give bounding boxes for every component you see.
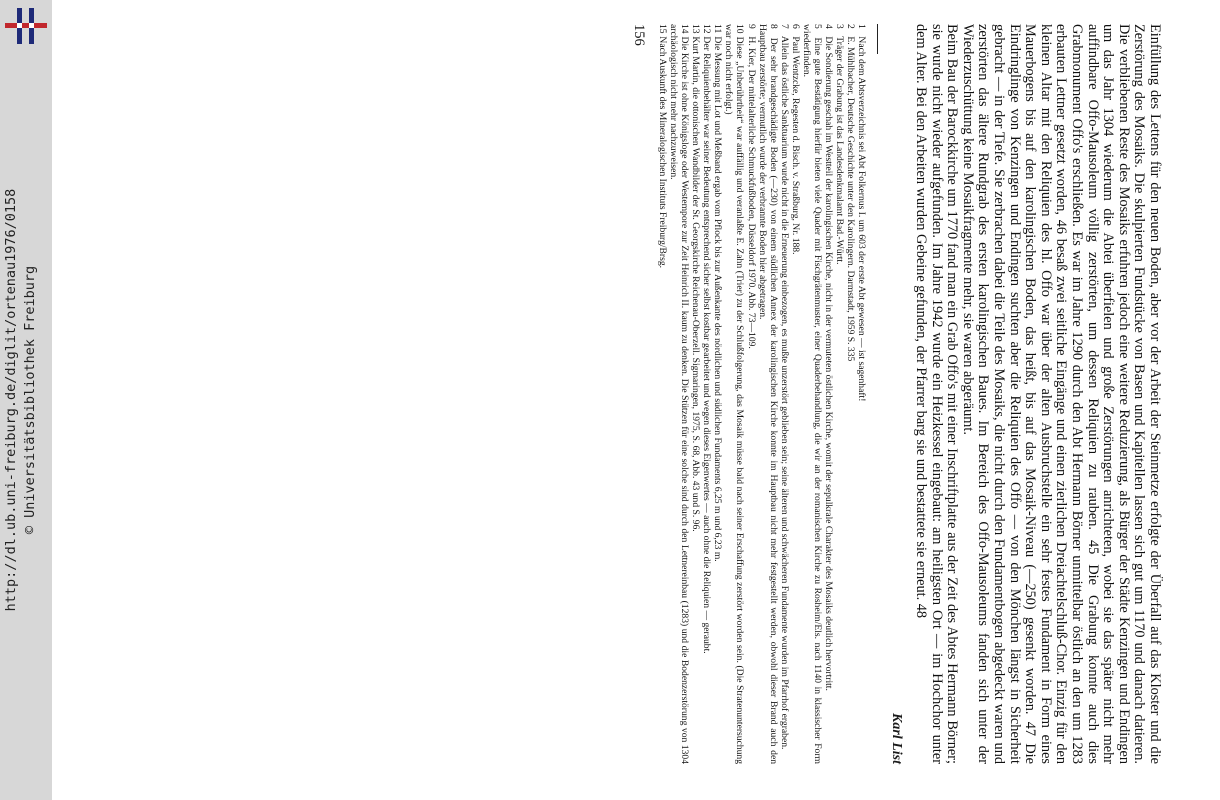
footnote: 4 Die Sondierung geschah im Westteil der karolingischen Kirche, nicht in der vermuteten östlichen Kirche, womit der sepulkrale Charakter des Mosaiks deutlich hervortritt. [823, 24, 835, 691]
footnote: 10 Diese „Unberührtheit“ war auffällig und veranlaßte E. Zahn (Trier) zu der Schlußfolgerung, das Mosaik müsse bald nach seiner Erschaffung zerstört worden sein. (Die Stratenuntersuchung war noch nicht erfolgt.) [723, 24, 746, 764]
footnote: 11 Die Messung mit Lot und Meßband ergab vom Pflock bis zur Außenkante des nördlichen und südlichen Fundaments 6,25 m und 6,23 m. [712, 24, 724, 562]
paragraph-2: Beim Bau der Barockkirche um 1770 fand man ein Grab Offo's mit einer Inschriftplatte aus der Zeit des Abtes Hermann Börner; sie wurde nicht wieder aufgefunden. Im Jahre 1942 wurde ein Heizkessel eingebaut: am heiligsten Ort — im Hochchor unter dem Alter. Bei den Arbeiten wurden Gebeine gefunden, der Pfarrer barg sie und bestattete sie erneut. 48 [913, 24, 961, 764]
footnote: 7 Allein das östliche Sanktuarium wurde nicht in die Erneuerung einbezogen, es mußte unzerstört geblieben sein; seine älteren und schwächeren Fundamente wurden im Pfarrhof ergraben. [778, 24, 790, 750]
sidebar-caption [2, 0, 48, 800]
footnote: 15 Nach Auskunft des Mineralogischen Instituts Freiburg/Brsg. [656, 24, 668, 269]
page-content-rotated [202, 24, 1162, 764]
footnote: 13 Kurt Martin, die ottonischen Wandbilder der St. Georgskirche Reichenau-Oberzell. Sigmaringen, 1975, S. 68, Abb. 43 und S. 96. [690, 24, 702, 532]
footnote: 12 Der Reliquienbehälter war seiner Bedeutung entsprechend sicher selbst kostbar gearbeitet und wegen dieses Eigenwertes — auch ohne die Reliquien — geraubt. [701, 24, 713, 654]
footnote: 6 Paul Wentzcke, Regesten d. Bisch. v. Straßburg, Nr. 188. [789, 24, 801, 255]
footnotes [657, 24, 868, 764]
footnote: 1 Nach dem Abtsverzeichnis sei Abt Folkernus I. um 603 der erste Abt gewesen — ist sagenhaft! [856, 24, 868, 402]
page-number: 156 [630, 24, 647, 46]
footnote: 5 Eine gute Bestätigung hierfür bieten viele Quader mit Fischgrätenmuster, einer Quaderbehandlung, die wir an der romanischen Kirche zu Rosheim/Els. nach 1140 in klassischer Form wiederfinden. [801, 24, 824, 764]
footnote-divider [878, 24, 879, 54]
scanned-page [52, 0, 1220, 800]
footnote: 2 E. Mühlbacher, Deutsche Geschichte unter den Karolingern. Darmstadt, 1959 S. 335 [845, 24, 857, 362]
footnote: 3 Träger der Grabung ist das Landesdenkmalamt Bad.-Württ. [834, 24, 846, 265]
footnote: 14 Die Kirche ist ohne Königsloge oder Westempore zur Zeit Heinrich II. kaum zu denken. Die Stützen für eine solche sind durch den Lettnereinbau (1283) und die Bodenzerstörung von 1304 archäologisch nicht mehr nachzuweisen. [667, 24, 690, 764]
document-url[interactable]: http://dl.ub.uni-freiburg.de/diglit/ortenau1976/0158 [3, 188, 19, 612]
author-signature: Karl List [889, 713, 905, 764]
paragraph-1: Einfüllung des Lettens für den neuen Boden, aber vor der Arbeit der Steinmetze erfolgte der Überfall auf das Kloster und die Zerstörung des Mosaiks. Die skulpierten Fundstücke von Basen und Kapitellen lassen sich gut um 1170 und danach datieren. Die verbliebenen Reste des Mosaiks erfuhren jedoch eine weitere Reduzierung, als Bürger der Städte Kenzingen und Endingen um das Jahr 1304 wiederum die Abtei überfielen und große Zerstörungen anrichteten, wobei sie das später nicht mehr auffindbare Offo-Mausoleum völlig zerstörten, um dessen Reliquien zu rauben. 45 Die Grabung konnte auch dies Grabmonument Offo's erschließen. Es war im Jahre 1290 durch den Abt Hermann Börner unmittelbar östlich an den um 1283 erbauten Lettner gesetzt worden, 46 besaß zwei seitliche Eingänge und einen zierlichen Dreiachtelschluß-Chor. Einzig für den kleinen Altar mit den Reliquien des hl. Offo war über der alten Ausbruchstelle ein sehr festes Fundament in Form eines Mauerbogens bis auf den karolingischen Boden, das heißt, bis auf das Mosaik-Niveau (—250) gesenkt worden. 47 Die Eindringlinge von Kenzingen und Endingen suchten aber die Reliquien des Offo — von den Mönchen längst in Sicherheit gebracht — in der Tiefe. Sie zerbrachen dabei die Teile des Mosaiks, die nicht durch den Fundamentbogen abgedeckt waren und zerstörten das ältere Rundgrab des ersten karolingischen Baues. Im Bereich des Offo-Mausoleums fanden sich unter der Wiederzuschüttung keine Mosaikfragmente mehr, sie waren abgeräumt. [959, 24, 1163, 764]
viewer-sidebar [0, 0, 52, 800]
footnote: 8 Der sehr brandgeschädigte Boden (—230) von einem südlichen Annex der karolingischen Kirche konnte im Hauptbau nicht mehr festgestellt werden, obwohl dieser Brand auch den Hauptbau zerstörte; vermutlich wurde der verbrannte Boden hier abgetragen. [756, 24, 779, 764]
footnote: 9 H. Kier, Der mittelalterliche Schmuckfußboden, Düsseldorf 1970. Abb. 73—109. [745, 24, 757, 349]
main-text [913, 24, 1163, 764]
copyright-notice: © Universitätsbibliothek Freiburg [22, 265, 38, 535]
